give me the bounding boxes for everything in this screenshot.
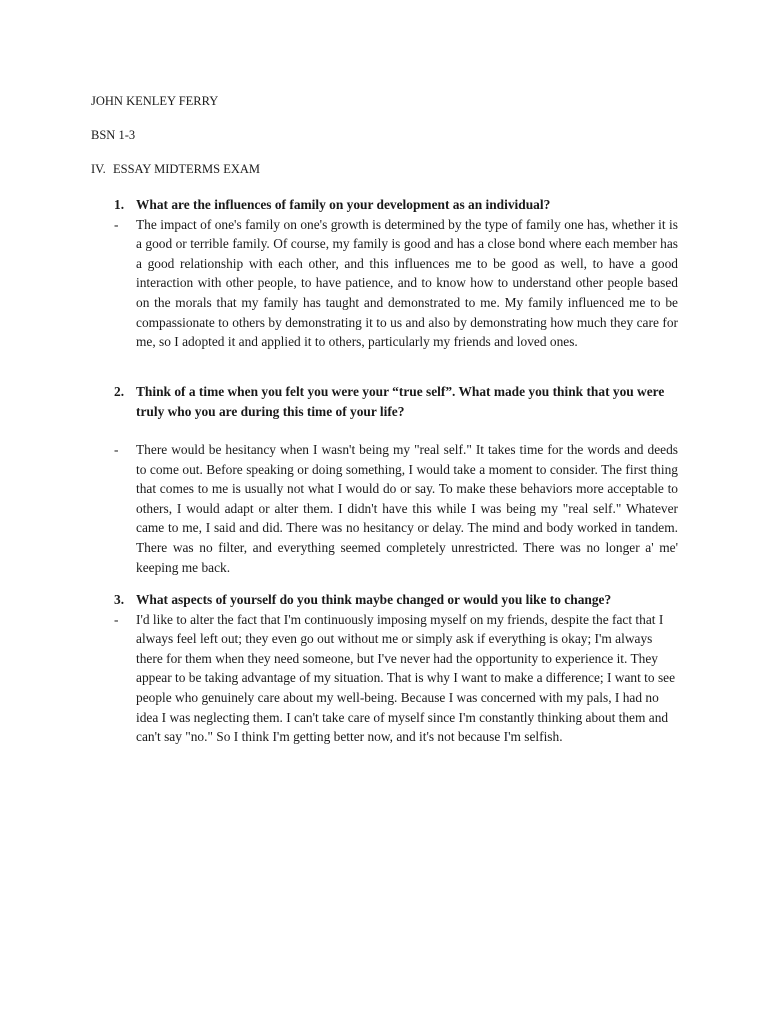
question-3	[114, 590, 678, 610]
answer-text: The impact of one's family on one's growth is determined by the type of family one has, whether it is a good or terrible family. Of course, my family is good and has a close bond where each member has a good relationship with each other, and this influences me to be good as well, to have a good interaction with other people, to have patience, and to know how to understand other people based on the morals that my family has taught and demonstrated to me. My family influenced me to be compassionate to others by demonstrating it to us and also by demonstrating how much they care for me, so I adopted it and applied it to others, particularly my friends and loved ones.	[136, 216, 678, 350]
answer-2	[114, 440, 678, 577]
exam-heading	[91, 161, 260, 177]
answer-marker: -	[114, 611, 119, 627]
question-block-1	[114, 195, 678, 352]
question-1	[114, 195, 678, 215]
answer-marker: -	[114, 216, 119, 232]
answer-text: There would be hesitancy when I wasn't being my "real self." It takes time for the words and deeds to come out. Before speaking or doing something, I would take a moment to consider. The first thing that comes to me is usually not what I would do or say. To make these behaviors more acceptable to others, I would adapt or alter them. I didn't have this while I was being my "real self." Whatever came to me, I said and did. There was no hesitancy or delay. The mind and body worked in tandem. There was no filter, and everything seemed completely unrestricted. There was no longer a' me' keeping me back.	[136, 442, 678, 575]
answer-block-2	[114, 440, 678, 577]
question-number: 3.	[114, 592, 125, 607]
class-section: BSN 1-3	[91, 128, 136, 142]
answer-3	[114, 610, 678, 747]
question-text: Think of a time when you felt you were your “true self”. What made you think that you were truly who you are during this time of your life?	[136, 384, 665, 419]
exam-part-number: IV.	[91, 162, 106, 176]
exam-title: ESSAY MIDTERMS EXAM	[113, 162, 261, 176]
answer-1	[114, 215, 678, 352]
question-number: 2.	[114, 384, 125, 399]
question-text: What are the influences of family on your development as an individual?	[136, 197, 551, 212]
question-block-3	[114, 590, 678, 747]
answer-marker: -	[114, 442, 119, 457]
question-number: 1.	[114, 197, 125, 212]
question-2	[114, 382, 678, 421]
student-name: JOHN KENLEY FERRY	[91, 94, 219, 108]
question-block-2	[114, 382, 678, 421]
answer-text: I'd like to alter the fact that I'm continuously imposing myself on my friends, despite the fact that I always feel left out; they even go out without me or simply ask if everything is okay; I'm always there for them when they need someone, but I've never had the opportunity to experience it. They appear to be taking advantage of my situation. That is why I want to make a difference; I want to see people who genuinely care about my well-being. Because I was concerned with my pals, I had no idea I was neglecting them. I can't take care of myself since I'm constantly thinking about them and can't say "no." So I think I'm getting better now, and it's not because I'm selfish.	[136, 611, 676, 745]
question-text: What aspects of yourself do you think maybe changed or would you like to change?	[136, 592, 612, 607]
